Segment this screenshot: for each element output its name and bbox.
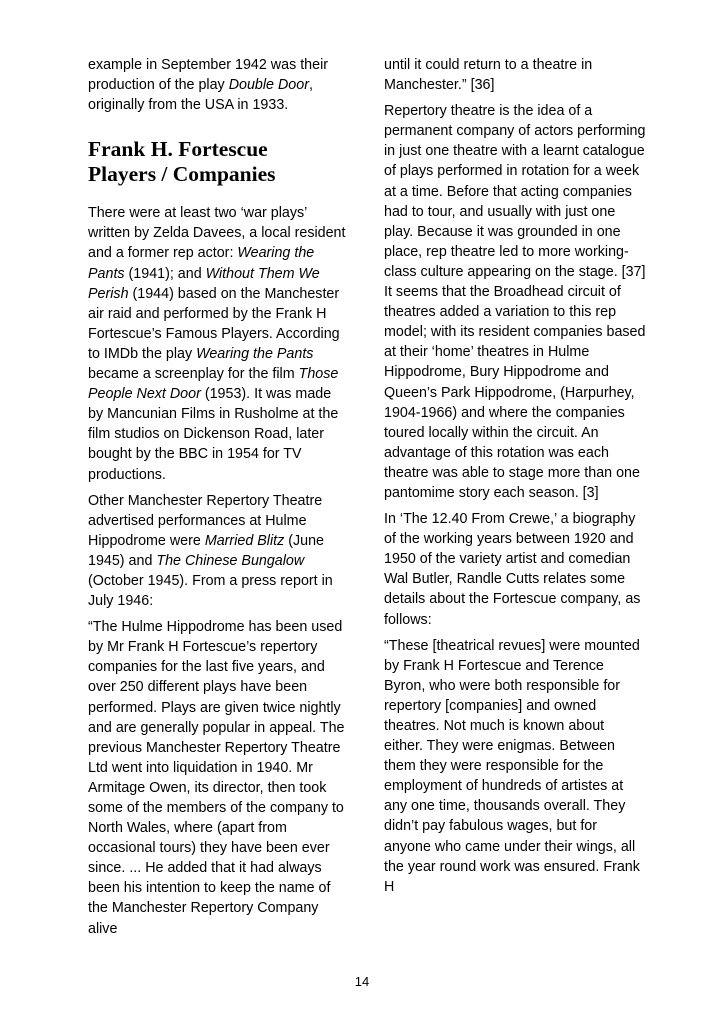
paragraph: Other Manchester Repertory Theatre advertised performances at Hulme Hippodrome were Married Blitz (June 1945) and The Chinese Bungalow (October 1945). From a press report in July 1946: — [88, 492, 333, 610]
left-column — [88, 55, 346, 945]
section-heading: Frank H. Fortescue Players / Companies — [88, 137, 276, 187]
page-number: 14 — [354, 974, 370, 989]
paragraph: In ‘The 12.40 From Crewe,’ a biography of the working years between 1920 and 1950 of the variety artist and comedian Wal Butler, Randle Cutts relates some details about the Fortescue company, as follows: — [384, 511, 641, 628]
right-column — [384, 55, 646, 903]
quote-paragraph: “These [theatrical revues] were mounted by Frank H Fortescue and Terence Byron, who were both responsible for repertory [companies] and owned theatres. Not much is known about either. They were enigmas. Between them they were responsible for the employment of hundreds of artistes at any one time, thousands overall. They didn’t pay fabulous wages, but for anyone who came under their wings, all the year round work was ensured. Frank H — [384, 637, 640, 895]
paragraph: There were at least two ‘war plays’ written by Zelda Davees, a local resident and a former rep actor: Wearing the Pants (1941); and Without Them We Perish (1944) based on the Manchester air raid and performed by the Frank H Fortescue’s Famous Players. According to IMDb the play Wearing the Pants became a screenplay for the film Those People Next Door (1953). It was made by Mancunian Films in Rusholme at the film studios on Dickenson Road, later bought by the BBC in 1954 for TV productions. — [88, 205, 346, 483]
paragraph: example in September 1942 was their production of the play Double Door, originally from the USA in 1933. — [88, 57, 329, 114]
quote-paragraph: “The Hulme Hippodrome has been used by Mr Frank H Fortescue’s repertory companies for the last five years, and over 250 different plays have been performed. Plays are given twice nightly and are generally popular in appeal. The previous Manchester Repertory Theatre Ltd went into liquidation in 1940. Mr Armitage Owen, its director, then took some of the members of the company to North Wales, where (apart from occasional tours) they have been ever since. ... He added that it had always been his intention to keep the name of the Manchester Repertory Company alive — [88, 619, 345, 937]
paragraph: Repertory theatre is the idea of a permanent company of actors performing in just one theatre with a learnt catalogue of plays performed in rotation for a week at a time. Before that acting companies had to tour, and usually with just one play. Because it was grounded in one place, rep theatre led to more working-class culture appearing on the stage. [37] It seems that the Broadhead circuit of theatres added a variation to this rep model; with its resident companies based at their ‘home’ theatres in Hulme Hippodrome, Bury Hippodrome and Queen’s Park Hippodrome, (Harpurhey, 1904-1966) and where the companies toured locally within the circuit. An advantage of this rotation was each theatre was able to stage more than one pantomime story each season. [3] — [384, 103, 646, 501]
paragraph: until it could return to a theatre in Manchester.” [36] — [384, 57, 593, 94]
